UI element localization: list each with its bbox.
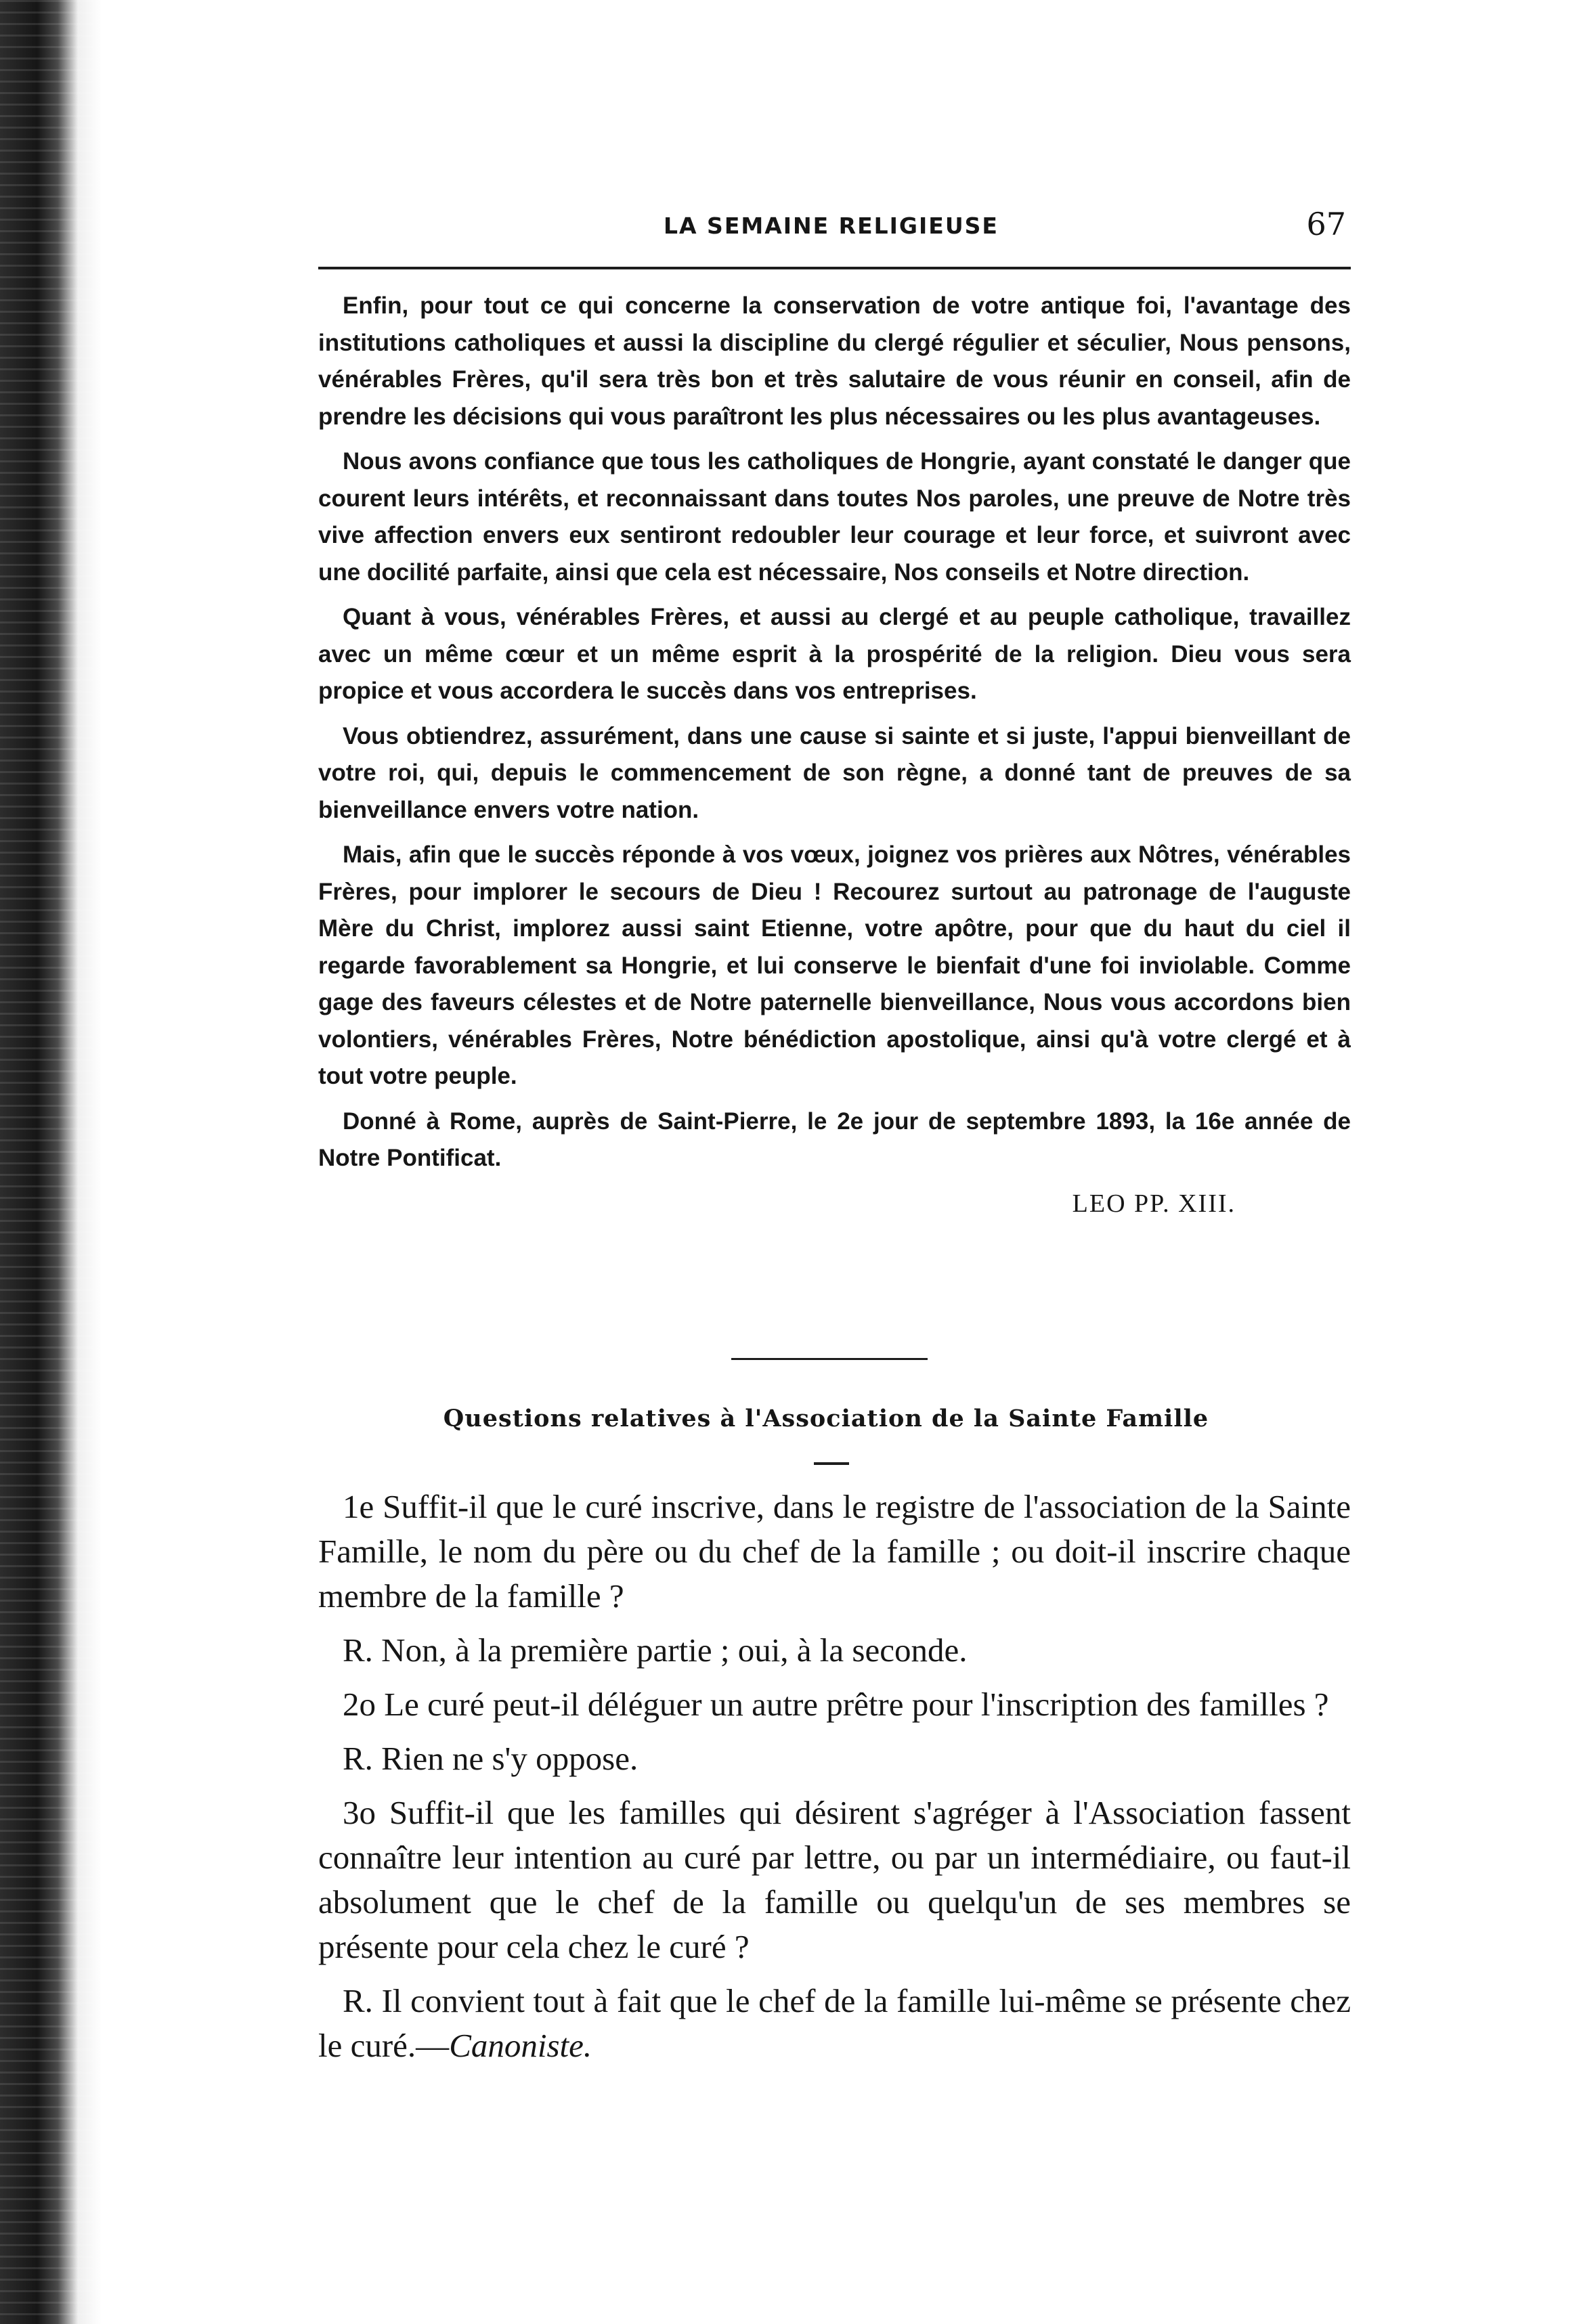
answer-1: R. Non, à la première partie ; oui, à la seconde. [343, 1631, 968, 1669]
section-divider [731, 1358, 928, 1360]
letter-body [318, 288, 1351, 1222]
answer-3-text: R. Il convient tout à fait que le chef de la famille lui-même se présente chez le curé.— [318, 1982, 1351, 2064]
source-citation: Canoniste. [449, 2027, 592, 2064]
letter-paragraph: Nous avons confiance que tous les catholiques de Hongrie, ayant constaté le danger que courent leurs intérêts, et reconnaissant dans toutes Nos paroles, une preuve de Notre très vive affection envers eux sentiront redoubler leur courage et leur force, et suivront avec une docilité parfaite, ainsi que cela est nécessaire, Nos conseils et Notre direction. [318, 448, 1351, 586]
letter-dateline: Donné à Rome, auprès de Saint-Pierre, le 2e jour de septembre 1893, la 16e année de Notre Pontificat. [318, 1108, 1351, 1171]
answer-2: R. Rien ne s'y oppose. [343, 1740, 638, 1777]
question-2: 2o Le curé peut-il déléguer un autre prêtre pour l'inscription des familles ? [343, 1686, 1329, 1723]
header-title: LA SEMAINE RELIGIEUSE [664, 213, 999, 239]
answer-3 [318, 1979, 1351, 2068]
section-heading: Questions relatives à l'Association de la Sainte Famille [443, 1405, 1209, 1432]
letter-paragraph: Quant à vous, vénérables Frères, et aussi au clergé et au peuple catholique, travaillez avec un même cœur et un même esprit à la prospérité de la religion. Dieu vous sera propice et vous accordera le succès dans vos entreprises. [318, 604, 1351, 704]
running-header [298, 203, 1354, 250]
document-page [298, 0, 1354, 2324]
question-3: 3o Suffit-il que les familles qui désirent s'agréger à l'Association fassent connaître leur intention au curé par lettre, ou par un intermédiaire, ou faut-il absolument que le chef de la famille ou quelqu'un de ses membres se présente pour cela chez le curé ? [318, 1794, 1351, 1965]
letter-paragraph: Vous obtiendrez, assurément, dans une cause si sainte et si juste, l'appui bienveillant de votre roi, qui, depuis le commencement de son règne, a donné tant de preuves de sa bienveillance envers votre nation. [318, 722, 1351, 823]
letter-paragraph: Mais, afin que le succès réponde à vos vœux, joignez vos prières aux Nôtres, vénérables Frères, pour implorer le secours de Dieu ! Recourez surtout au patronage de l'auguste Mère du Christ, implorez aussi saint Etienne, votre apôtre, pour que du haut du ciel il regarde favorablement sa Hongrie, et lui conserve le bienfait d'une foi inviolable. Comme gage des faveurs célestes et de Notre paternelle bienveillance, Nous vous accordons bien volontiers, vénérables Frères, Notre bénédiction apostolique, ainsi qu'à votre clergé et à tout votre peuple. [318, 841, 1351, 1089]
letter-paragraph: Enfin, pour tout ce qui concerne la conservation de votre antique foi, l'avantage des institutions catholiques et aussi la discipline du clergé régulier et séculier, Nous pensons, vénérables Frères, qu'il sera très bon et très salutaire de vous réunir en conseil, afin de prendre les décisions qui vous paraîtront les plus nécessaires ou les plus avantageuses. [318, 292, 1351, 430]
questions-answers [318, 1485, 1351, 2078]
heading-dash [814, 1462, 849, 1465]
letter-signature: LEO PP. XIII. [1072, 1189, 1236, 1218]
question-1: 1e Suffit-il que le curé inscrive, dans le registre de l'association de la Sainte Famille, le nom du père ou du chef de la famille ; ou doit-il inscrire chaque membre de la famille ? [318, 1488, 1351, 1615]
header-rule [318, 267, 1351, 269]
page-binding-edge [0, 0, 102, 2324]
page-number: 67 [1306, 206, 1346, 242]
